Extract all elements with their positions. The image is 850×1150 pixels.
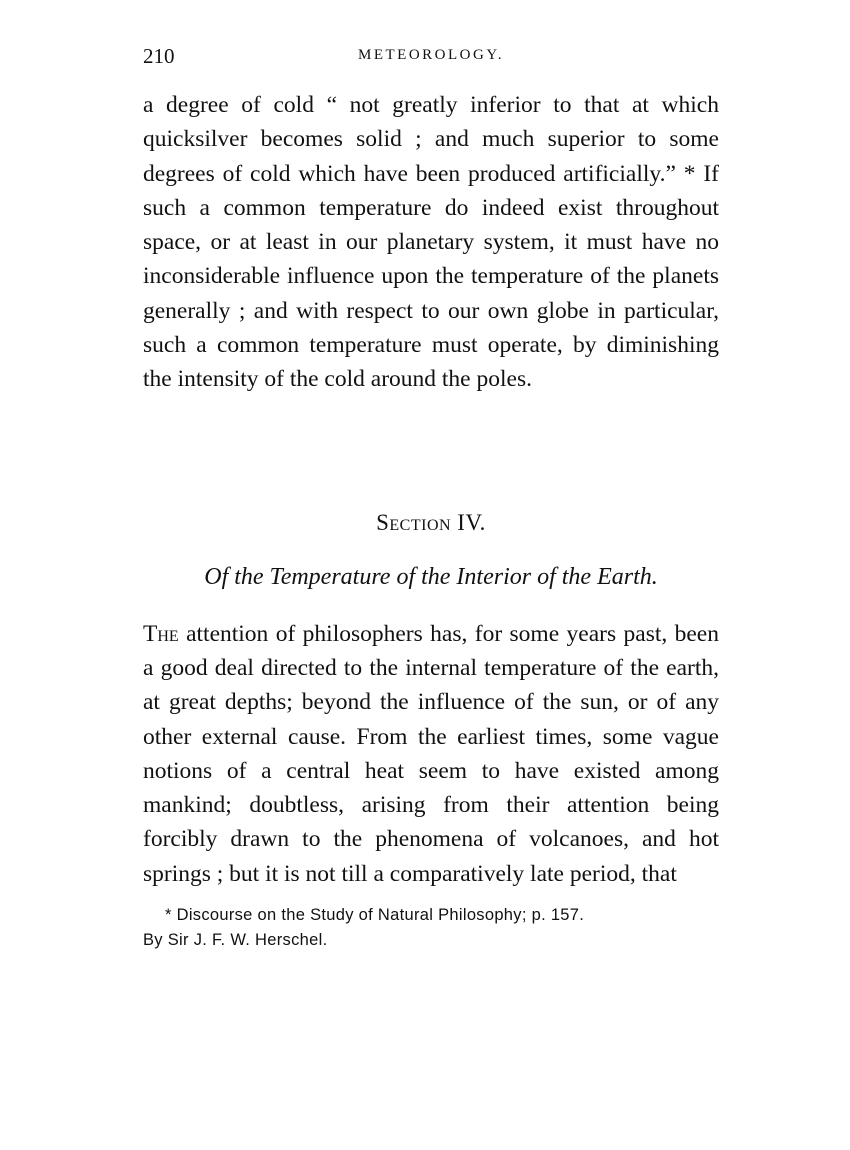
paragraph-section-start: [143, 617, 719, 891]
book-page: [143, 44, 719, 953]
section-heading: [143, 510, 719, 536]
running-head: [143, 44, 719, 78]
page-number: 210: [143, 44, 175, 68]
paragraph-continued: a degree of cold “ not greatly inferior to that at which quicksilver becomes solid ; and much superior to some degrees of cold which have been produced artificially.” * If such a common temperature do indeed exist throughout space, or at least in our planetary system, it must have no inconsiderable influence upon the temperature of the planets generally ; and with respect to our own globe in particular, such a common temperature must operate, by diminishing the intensity of the cold around the poles.: [143, 92, 719, 393]
footnote-line-2: By Sir J. F. W. Herschel.: [143, 931, 328, 950]
paragraph-body: attention of philosophers has, for some years past, been a good deal directed to the internal temperature of the earth, at great depths; beyond the influence of the sun, or of any other external cause. From the earliest times, some vague notions of a central heat seem to have existed among mankind; doubtless, arising from their attention being forcibly drawn to the phenomena of volcanoes, and hot springs ; but it is not till a comparatively late period, that: [143, 620, 719, 887]
footnote-line-1: * Discourse on the Study of Natural Philosophy; p. 157.: [165, 906, 585, 925]
footnote: [143, 903, 719, 953]
paragraph-lead-word: The: [143, 620, 179, 647]
running-title: METEOROLOGY.: [358, 47, 504, 63]
section-heading-text: Section IV.: [376, 509, 486, 535]
section-title: Of the Temperature of the Interior of the Earth.: [204, 563, 658, 590]
